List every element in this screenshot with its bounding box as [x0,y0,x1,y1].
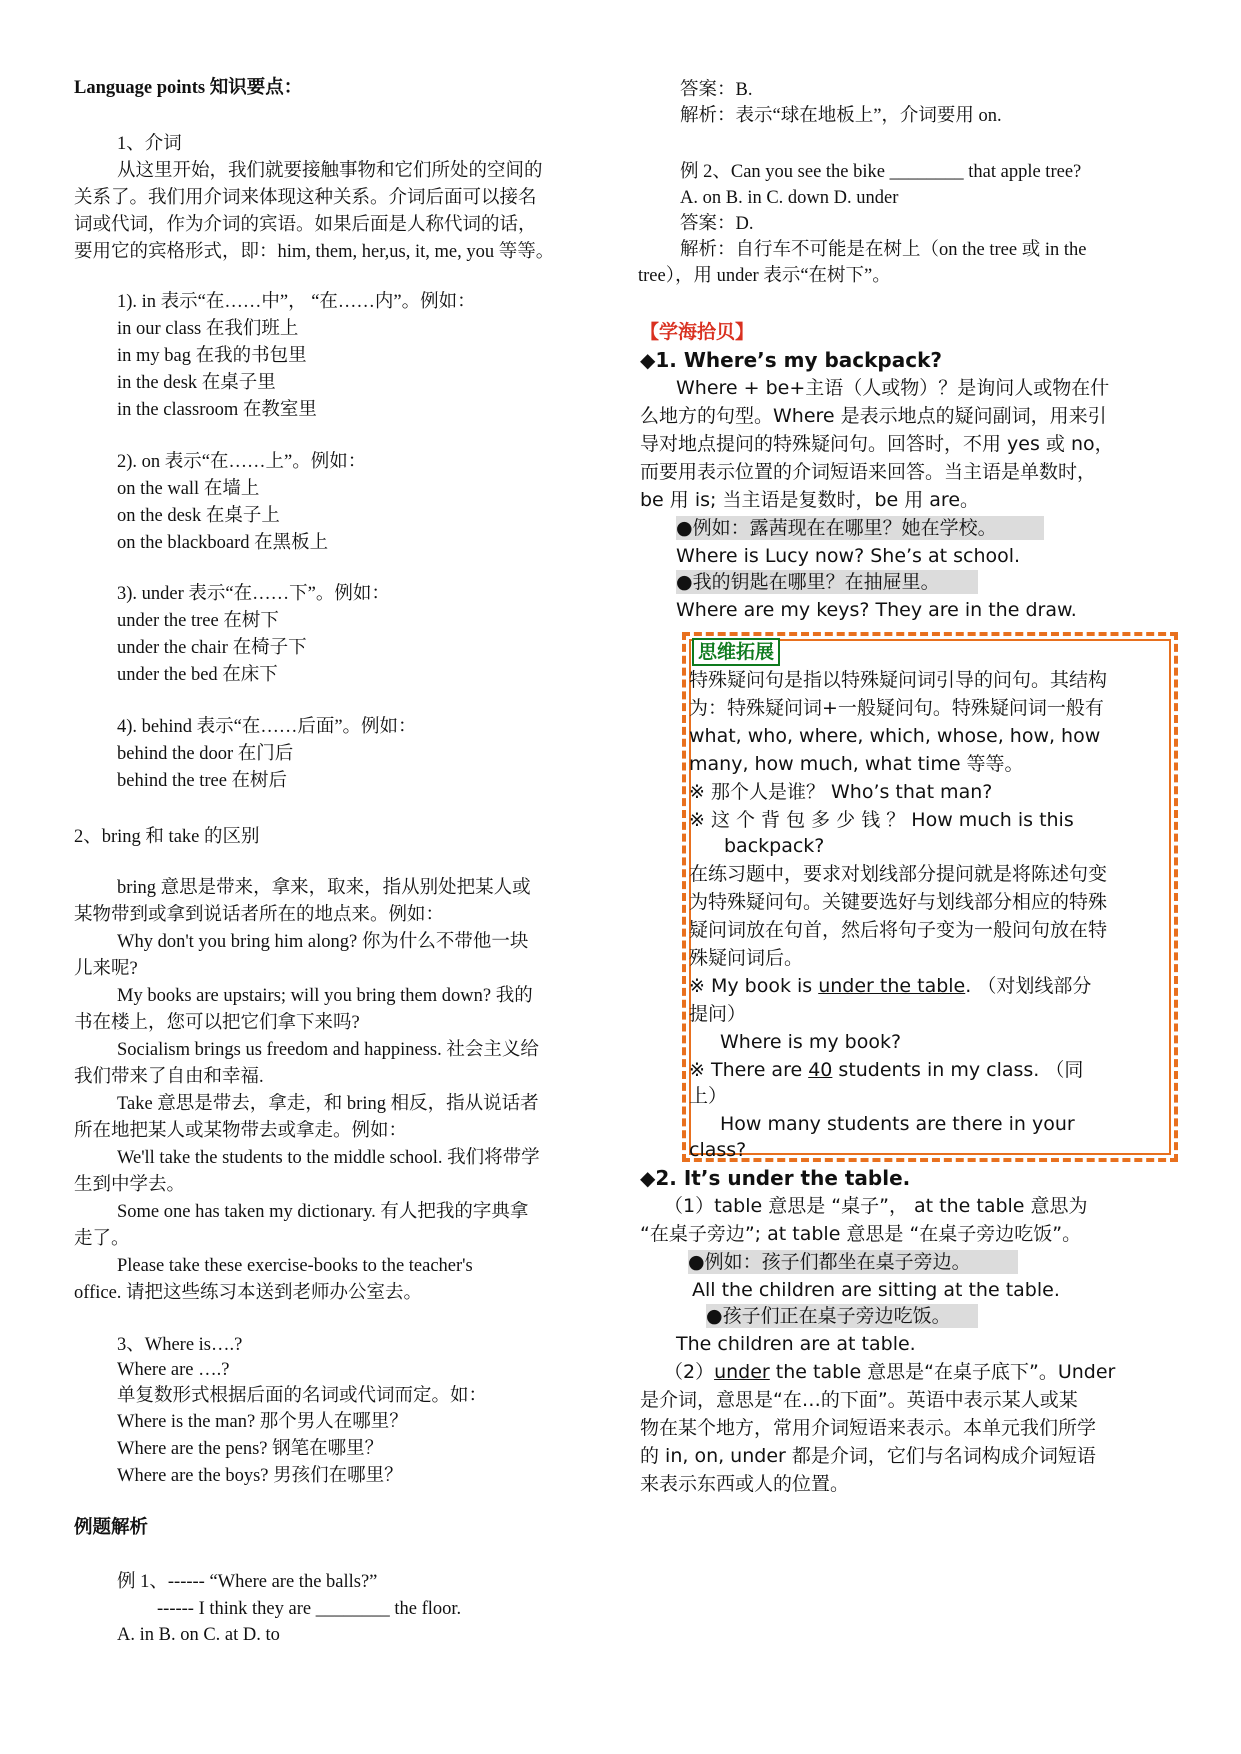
paragraph-line: 来表示东西或人的位置。 [640,1473,850,1495]
explanation-line: tree），用 under 表示“在树下”。 [638,266,891,286]
box-line: what, who, where, which, whose, how, how [689,725,1101,747]
box-line: 特殊疑问句是指以特殊疑问词引导的问句。其结构 [689,669,1108,691]
paragraph-line: 走了。 [74,1229,130,1249]
paragraph-line: 所在地把某人或某物带去或拿走。例如： [74,1121,408,1141]
highlighted-example: ●我的钥匙在哪里？在抽屉里。 [676,570,978,594]
paragraph-line: 么地方的句型。Where 是表示地点的疑问副词，用来引 [640,405,1107,427]
box-item: ※ 那个人是谁？ Who’s that man? [689,781,993,803]
paragraph-line: 关系了。我们用介词来体现这种关系。介词后面可以接名 [74,188,537,208]
behind-heading: 4). behind 表示“在……后面”。例如： [117,717,417,737]
paragraph-line: “在桌子旁边”; at table 意思是 “在桌子旁边吃饭”。 [640,1223,1082,1245]
paragraph-line: Socialism brings us freedom and happiness. 社会主义给 [117,1040,539,1060]
box-line: 疑问词放在句首，然后将句子变为一般问句放在特 [689,919,1108,941]
section-tag: 【学海拾贝】 [640,321,755,343]
extension-box-tag: 思维拓展 [692,638,780,666]
examples-title: 例题解析 [74,1518,149,1538]
answer-line: 答案：D. [680,214,754,234]
paragraph-line: 导对地点提问的特殊疑问句。回答时，不用 yes 或 no， [640,433,1114,455]
example-line: The children are at table. [676,1333,916,1355]
paragraph-line: 物在某个地方，常用介词短语来表示。本单元我们所学 [640,1417,1097,1439]
example-line: in my bag 在我的书包里 [117,346,307,366]
box-line: 殊疑问词后。 [689,947,804,969]
example-line: behind the tree 在树后 [117,771,288,791]
example-question: 例 1、------ “Where are the balls?” [117,1572,378,1592]
section-1-heading: 1、介词 [117,134,182,154]
explanation-line: 解析：表示“球在地板上”，介词要用 on. [680,106,1002,126]
paragraph-line: office. 请把这些练习本送到老师办公室去。 [74,1283,423,1303]
question-1-title-text: 1. Where’s my backpack? [655,348,943,372]
example-options: A. on B. in C. down D. under [680,188,899,208]
box-line: 在练习题中，要求对划线部分提问就是将陈述句变 [689,863,1108,885]
paragraph-line: 某物带到或拿到说话者所在的地点来。例如： [74,905,445,925]
example-line: on the blackboard 在黑板上 [117,533,329,553]
highlighted-example: ●例如：露茜现在在哪里？她在学校。 [676,516,1044,540]
page-title: Language points 知识要点： [74,78,303,98]
box-item-text: ※ There are [689,1059,809,1081]
paragraph-line: 儿来呢? [74,959,138,979]
box-item: 提问） [689,1003,747,1025]
paragraph-line: bring 意思是带来，拿来，取来，指从别处把某人或 [117,878,531,898]
box-item-text: . （对划线部分 [965,975,1092,997]
paragraph-line: 生到中学去。 [74,1175,186,1195]
answer-line: 答案：B. [680,80,753,100]
in-heading: 1). in 表示“在……中”， “在……内”。例如： [117,292,476,312]
paragraph-line: Please take these exercise-books to the teacher's [117,1256,473,1276]
box-line: 为：特殊疑问词+一般疑问句。特殊疑问词一般有 [689,697,1104,719]
example-line: in the desk 在桌子里 [117,373,276,393]
example-line: on the desk 在桌子上 [117,506,280,526]
section-2-heading: 2、bring 和 take 的区别 [74,827,260,847]
example-line: in our class 在我们班上 [117,319,299,339]
paragraph-line: Where + be+主语（人或物）？是询问人或物在什 [676,377,1110,399]
box-item-text: students in my class. （同 [832,1059,1084,1081]
section-3-heading: 3、Where is….? [117,1335,243,1355]
underlined-phrase: under [714,1361,770,1383]
question-2-title-text: 2. It’s under the table. [655,1166,911,1190]
box-item [689,1058,1083,1082]
paragraph-line: 从这里开始，我们就要接触事物和它们所处的空间的 [117,161,543,181]
on-heading: 2). on 表示“在……上”。例如： [117,452,367,472]
paragraph-line: We'll take the students to the middle school. 我们将带学 [117,1148,540,1168]
box-line: 为特殊疑问句。关键要选好与划线部分相应的特殊 [689,891,1108,913]
paragraph-line: 是介词，意思是“在…的下面”。英语中表示某人或某 [640,1389,1078,1411]
paragraph-text: the table 意思是“在桌子底下”。Under [769,1361,1116,1383]
underlined-phrase: 40 [808,1059,833,1081]
diamond-bullet-icon: ◆ [640,348,656,372]
example-line: under the chair 在椅子下 [117,638,307,658]
paragraph-line: be 用 is; 当主语是复数时，be 用 are。 [640,489,980,511]
question-1-title [640,348,942,372]
box-item: 上） [689,1085,728,1107]
underlined-phrase: under the table [818,975,966,997]
example-question: 例 2、Can you see the bike ________ that apple tree? [680,162,1082,182]
paragraph-line: Where are the pens? 钢笔在哪里？ [117,1439,384,1459]
example-line: behind the door 在门后 [117,744,294,764]
under-heading: 3). under 表示“在……下”。例如： [117,584,390,604]
paragraph-line: 要用它的宾格形式，即：him, them, her,us, it, me, you 等等。 [74,242,555,262]
box-item [689,974,1091,998]
paragraph-text: （2） [664,1361,715,1383]
paragraph-line: 单复数形式根据后面的名词或代词而定。如： [117,1386,488,1406]
box-item: Where is my book? [720,1031,902,1053]
paragraph-line: My books are upstairs; will you bring them down? 我的 [117,986,533,1006]
example-options: A. in B. on C. at D. to [117,1625,280,1645]
example-line: All the children are sitting at the table. [692,1279,1060,1301]
paragraph-line: 而要用表示位置的介词短语来回答。当主语是单数时， [640,461,1097,483]
box-item-text: ※ My book is [689,975,819,997]
example-line: Where are my keys? They are in the draw. [676,599,1077,621]
explanation-line: 解析：自行车不可能是在树上（on the tree 或 in the [680,240,1087,260]
paragraph-line: 我们带来了自由和幸福. [74,1067,264,1087]
example-line: in the classroom 在教室里 [117,400,317,420]
example-line: under the tree 在树下 [117,611,279,631]
box-item: class? [689,1139,747,1161]
diamond-bullet-icon: ◆ [640,1166,656,1190]
example-line: under the bed 在床下 [117,665,278,685]
paragraph-line [664,1360,1115,1384]
paragraph-line: Where are ….? [117,1360,230,1380]
paragraph-line: 词或代词，作为介词的宾语。如果后面是人称代词的话， [74,215,537,235]
paragraph-line: （1）table 意思是 “桌子”， at the table 意思为 [664,1195,1088,1217]
highlighted-example: ●例如：孩子们都坐在桌子旁边。 [688,1250,1018,1274]
example-answer-line: ------ I think they are ________ the floor. [157,1599,462,1619]
paragraph-line: 书在楼上，您可以把它们拿下来吗? [74,1013,360,1033]
paragraph-line: Take 意思是带去，拿走，和 bring 相反，指从说话者 [117,1094,539,1114]
box-item: backpack? [724,835,825,857]
paragraph-line: 的 in, on, under 都是介词，它们与名词构成介词短语 [640,1445,1096,1467]
paragraph-line: Where are the boys? 男孩们在哪里？ [117,1466,403,1486]
box-item: ※ 这 个 背 包 多 少 钱 ？ How much is this [689,809,1074,831]
highlighted-example: ●孩子们正在桌子旁边吃饭。 [706,1304,978,1328]
paragraph-line: Some one has taken my dictionary. 有人把我的字典拿 [117,1202,529,1222]
box-line: many, how much, what time 等等。 [689,753,1024,775]
paragraph-line: Why don't you bring him along? 你为什么不带他一块 [117,932,529,952]
paragraph-line: Where is the man? 那个男人在哪里？ [117,1412,408,1432]
question-2-title [640,1166,910,1190]
example-line: on the wall 在墙上 [117,479,260,499]
example-line: Where is Lucy now? She’s at school. [676,545,1021,567]
box-item: How many students are there in your [720,1113,1075,1135]
